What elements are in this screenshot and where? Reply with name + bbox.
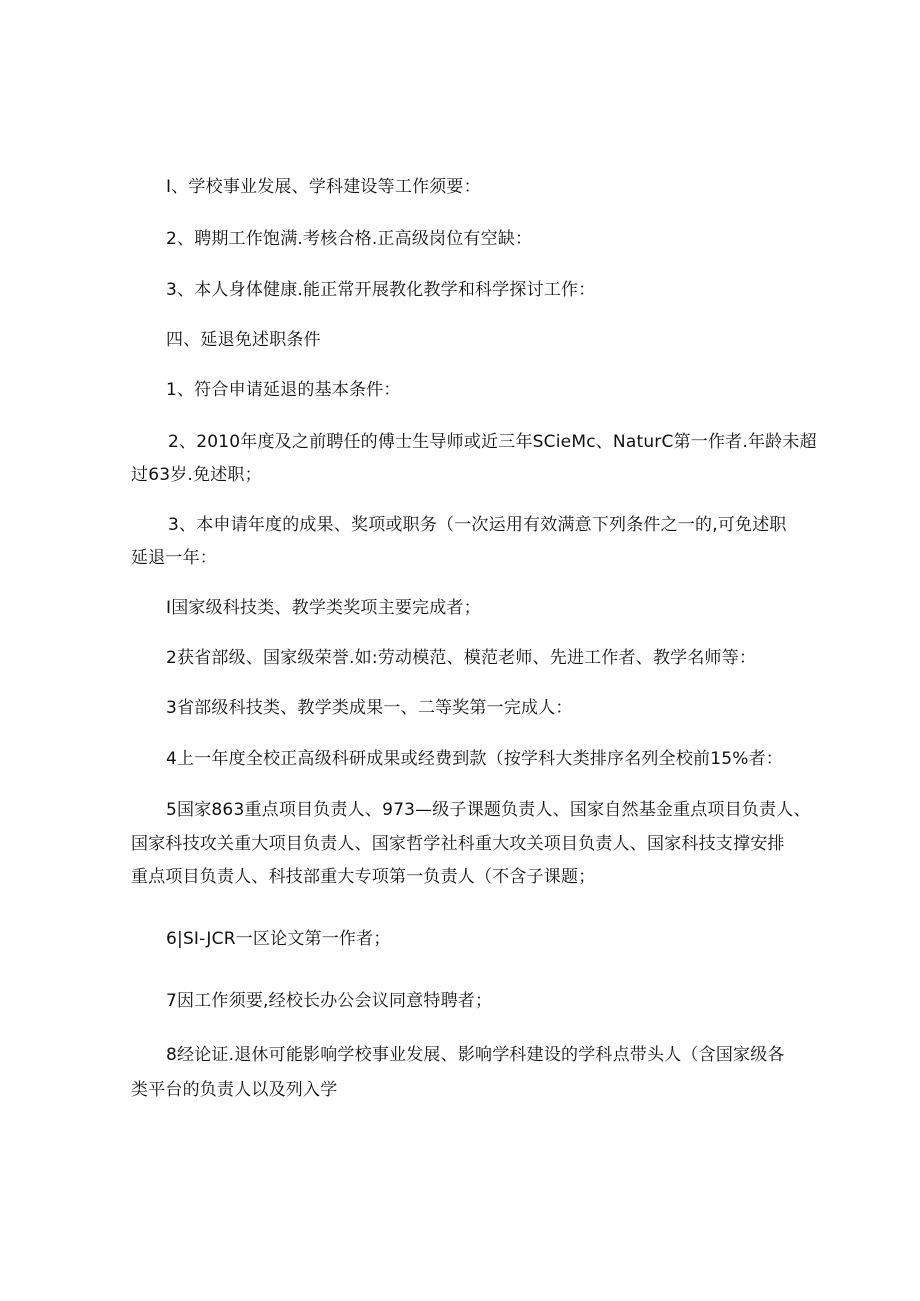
list-item: 4上一年度全校正高级科研成果或经费到款（按学科大类排序名列全校前15%者：: [166, 749, 783, 769]
list-item: I国家级科技类、教学类奖项主要完成者；: [166, 598, 481, 618]
list-item: 3省部级科技类、教学类成果一、二等奖第一完成人：: [166, 698, 573, 718]
list-item-continuation: 类平台的负责人以及列入学: [131, 1080, 338, 1100]
list-item: 5国家863重点项目负责人、973—级子课题负责人、国家自然基金重点项目负责人、: [166, 800, 811, 820]
list-item: 8经论证.退休可能影响学校事业发展、影响学科建设的学科点带头人（含国家级各: [166, 1045, 785, 1065]
list-item: 7因工作须要,经校长办公会议同意特聘者；: [166, 991, 493, 1011]
text-line: 3、本人身体健康.能正常开展教化教学和科学探讨工作：: [166, 280, 596, 300]
section-heading: 四、延退免述职条件: [166, 330, 321, 350]
text-line: 2、2010年度及之前聘任的傅士生导师或近三年SCieMc、NaturC第一作者.年龄未超: [168, 432, 817, 452]
text-line: 2、聘期工作饱满.考核合格.正高级岗位有空缺：: [166, 229, 533, 249]
list-item-continuation: 国家科技攻关重大项目负责人、国家哲学社科重大攻关项目负责人、国家科技支撑安排: [131, 834, 785, 854]
list-item: 6|SI-JCR一区论文第一作者；: [166, 929, 391, 949]
text-line: 3、本申请年度的成果、奖项或职务（一次运用有效满意下列条件之一的,可免述职: [168, 515, 787, 535]
text-line: 延退一年：: [131, 548, 217, 568]
list-item: 2获省部级、国家级荣誉.如:劳动模范、模范老师、先进工作者、教学名师等：: [166, 648, 757, 668]
text-line: 1、符合申请延退的基本条件：: [166, 380, 401, 400]
list-item-continuation: 重点项目负责人、科技部重大专项第一负责人（不含子课题；: [131, 867, 596, 887]
text-line: 过63岁.免述职；: [131, 465, 262, 485]
text-line: I、学校事业发展、学科建设等工作须要：: [166, 177, 481, 197]
